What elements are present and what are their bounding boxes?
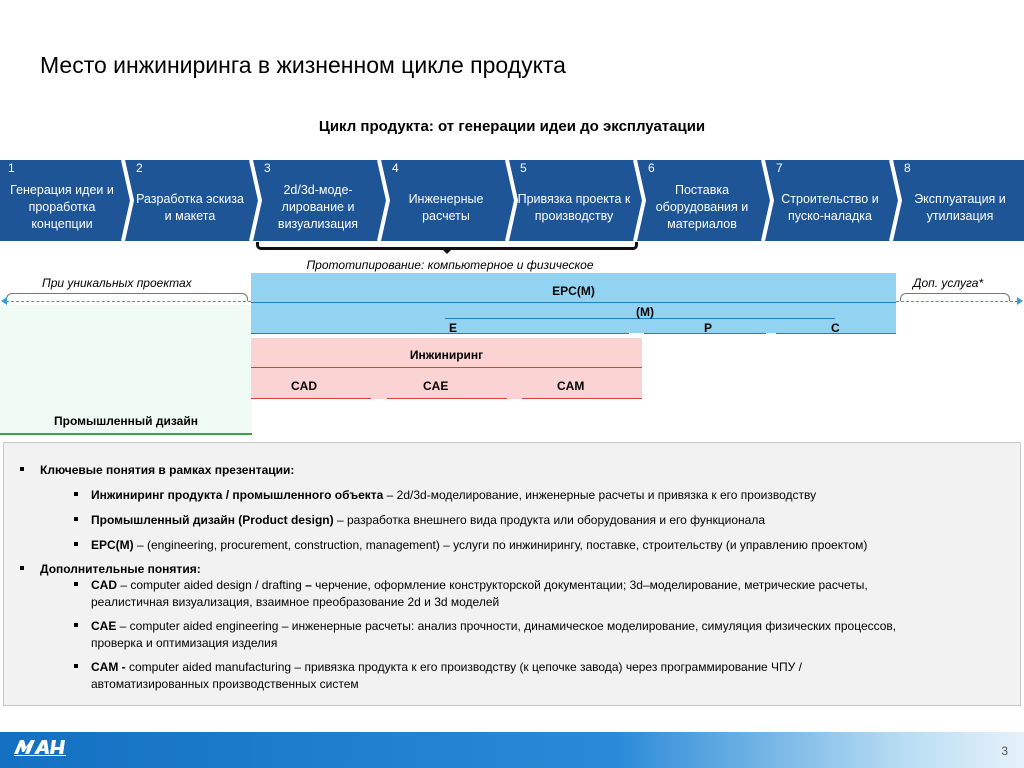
extra-service-label: Доп. услуга*	[913, 276, 984, 290]
cad-underline	[251, 398, 371, 399]
cae-underline	[387, 398, 507, 399]
chevron-separator-icon	[633, 160, 647, 241]
stage-7	[768, 160, 892, 241]
dashed-arrow-left	[6, 301, 251, 302]
definition-cam	[91, 660, 802, 675]
chevron-separator-icon	[761, 160, 775, 241]
stage-6	[640, 160, 764, 241]
chevron-separator-icon	[505, 160, 519, 241]
dashed-arrow-right	[896, 301, 1018, 302]
arrow-left-icon	[1, 297, 7, 305]
stage-number: 6	[648, 161, 655, 175]
bracket-pointer-icon	[441, 248, 453, 254]
definition-engineering	[91, 488, 816, 503]
university-logo-icon	[12, 738, 70, 756]
footer-bar	[0, 732, 1024, 768]
page-number: 3	[1001, 744, 1008, 758]
stage-number: 3	[264, 161, 271, 175]
unique-projects-label: При уникальных проектах	[42, 276, 192, 290]
stage-number: 2	[136, 161, 143, 175]
stage-3	[256, 160, 380, 241]
extra-concepts-heading: Дополнительные понятия:	[40, 562, 201, 576]
m-label: (M)	[636, 305, 654, 319]
chevron-separator-icon	[889, 160, 903, 241]
epcm-block	[251, 273, 896, 333]
stage-label: Инженерные расчеты	[408, 191, 484, 223]
cad-label: CAD	[291, 379, 317, 393]
epcm-label: EPC(M)	[552, 284, 595, 298]
c-label: C	[831, 321, 840, 335]
industrial-design-label: Промышленный дизайн	[54, 414, 198, 428]
definition-term: Промышленный дизайн (Product design)	[91, 513, 334, 527]
chevron-separator-icon	[249, 160, 263, 241]
stage-number: 8	[904, 161, 911, 175]
definition-term: CAE	[91, 619, 117, 633]
definition-cad	[91, 578, 868, 593]
stage-number: 7	[776, 161, 783, 175]
slide-title: Место инжиниринга в жизненном цикле продукта	[40, 52, 566, 78]
definition-cae	[91, 619, 896, 634]
bullet-icon	[20, 467, 24, 471]
definition-text: computer aided manufacturing – привязка продукта к его производству (к цепочке завода) через программирование ЧПУ /	[125, 660, 802, 674]
definition-text: черчение, оформление конструкторской документации; 3d–моделирование, метрические расчеты,	[311, 578, 868, 592]
p-label: P	[704, 321, 713, 335]
stage-label: Эксплуатация и утилизация	[914, 191, 1006, 223]
definition-dash: –	[305, 578, 312, 592]
definition-term: Инжиниринг продукта / промышленного объекта	[91, 488, 384, 502]
e-label: E	[449, 321, 458, 335]
stage-label: Генерация идеи и проработка концепции	[10, 183, 114, 231]
cam-underline	[522, 398, 642, 399]
diagram-subtitle: Цикл продукта: от генерации идеи до эксплуатации	[318, 118, 706, 135]
bullet-icon	[74, 542, 78, 546]
bullet-icon	[74, 582, 78, 586]
stage-number: 5	[520, 161, 527, 175]
bullet-icon	[74, 623, 78, 627]
stage-label: Разработка эскиза и макета	[136, 191, 244, 223]
definition-text: – 2d/3d-моделирование, инженерные расчеты и привязка к его производству	[383, 488, 817, 502]
arrow-right-icon	[1017, 297, 1023, 305]
e-underline	[251, 333, 629, 334]
stage-number: 4	[392, 161, 399, 175]
definition-text: – разработка внешнего вида продукта или оборудования и его функционала	[333, 513, 766, 527]
definition-term: EPC(M)	[91, 538, 134, 552]
industrial-design-underline	[0, 433, 252, 435]
definition-industrial-design	[91, 513, 765, 528]
stage-label: 2d/3d-моде-лирование и визуализация	[277, 183, 359, 231]
unique-projects-brace	[6, 293, 248, 301]
definition-text: – computer aided engineering – инженерные расчеты: анализ прочности, динамическое моделирование, симуляция физических процессов,	[116, 619, 897, 633]
stage-4	[384, 160, 508, 241]
stage-number: 1	[8, 161, 15, 175]
bullet-icon	[74, 517, 78, 521]
definition-text: – (engineering, procurement, construction, management) – услуги по инжинирингу, поставке, строительству (и управлению проектом)	[133, 538, 868, 552]
definition-cae-line2: проверка и оптимизация изделия	[91, 636, 278, 650]
stage-2	[128, 160, 252, 241]
stage-1	[0, 160, 124, 241]
definition-text: – computer aided design / drafting	[117, 578, 306, 592]
prototyping-label: Прототипирование: компьютерное и физическое	[306, 258, 594, 272]
bullet-icon	[74, 664, 78, 668]
definition-epcm	[91, 538, 867, 553]
epcm-divider	[251, 302, 896, 303]
bullet-icon	[74, 492, 78, 496]
definition-cad-line2: реалистичная визуализация, взаимное преобразование 2d и 3d моделей	[91, 595, 500, 609]
engineering-divider	[251, 367, 642, 368]
definition-term: CAD	[91, 578, 117, 592]
chevron-separator-icon	[121, 160, 135, 241]
engineering-label: Инжиниринг	[409, 348, 484, 362]
stage-label: Привязка проекта к производству	[517, 191, 631, 223]
cam-label: CAM	[557, 379, 585, 393]
extra-service-brace	[900, 293, 1010, 301]
cae-label: CAE	[423, 379, 449, 393]
definition-term: CAM -	[91, 660, 126, 674]
key-concepts-heading: Ключевые понятия в рамках презентации:	[40, 463, 295, 477]
stage-label: Строительство и пуско-наладка	[781, 191, 879, 223]
stage-label: Поставка оборудования и материалов	[655, 183, 749, 231]
stage-8	[896, 160, 1024, 241]
bullet-icon	[20, 566, 24, 570]
stage-5	[512, 160, 636, 241]
chevron-separator-icon	[377, 160, 391, 241]
definition-cam-line2: автоматизированных производственных систем	[91, 677, 359, 691]
